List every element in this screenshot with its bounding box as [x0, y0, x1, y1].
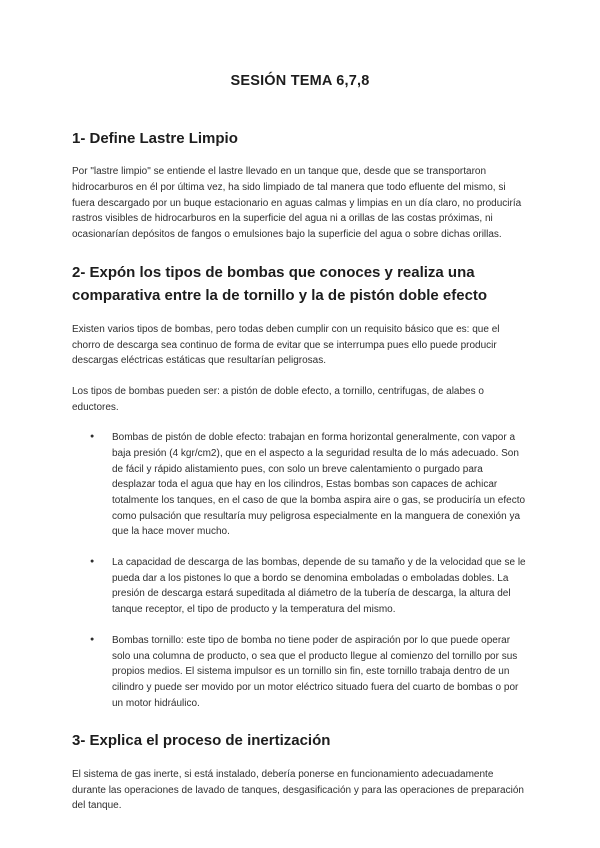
section-2-paragraph-1: Existen varios tipos de bombas, pero todas deben cumplir con un requisito básico que es: que el chorro de descarga sea continuo de forma de evitar que se interrumpa pues ello puede producir descargas eléctricas estáticas que resultarían peligrosas. — [72, 323, 500, 367]
section-1-paragraph: Por "lastre limpio" se entiende el lastre llevado en un tanque que, desde que se transportaron hidrocarburos en él por última vez, ha sido limpiado de tal manera que todo efluente del mismo, si fuera descargado por un buque estacionario en aguas calmas y limpias en un día claro, no produciría rastros visibles de hidrocarburos en la superficie del agua ni a orillas de las costas próximas, ni ocasionarían depósitos de fangos o emulsiones bajo la superficie del agua o sobre dichas orillas. — [72, 166, 522, 241]
bullet-item-piston-pump: ● Bombas de pistón de doble efecto: trabajan en forma horizontal generalmente, con vapor a baja presión (4 kgr/cm2), que en el aspecto a la seguridad resulta de lo más adecuado. Son de fácil y rápido alistamiento pues, con solo un breve calentamiento o purgado para desplazar toda el agua que hay en los cilindros, Estas bombas son capaces de achicar totalmente los tanques, en el caso de que la bomba aspira aire o gas, se produciría un efecto como pulsación que resultaría muy peligrosa especialmente en la manguera de conexión ya que la hace mover mucho. — [90, 430, 528, 540]
page-title: SESIÓN TEMA 6,7,8 — [230, 73, 370, 89]
section-2-heading: 2- Expón los tipos de bombas que conoces y realiza una comparativa entre la de tornillo y la de pistón doble efecto — [72, 263, 488, 305]
pump-types-bullet-list — [72, 430, 528, 711]
bullet-item-screw-pump: ● Bombas tornillo: este tipo de bomba no tiene poder de aspiración por lo que puede operar solo una columna de producto, o sea que el producto llegue al comienzo del tornillo por sus propios medios. El sistema impulsor es un tornillo sin fin, este tornillo trabaja dentro de un cilindro y puede ser movido por un motor eléctrico situado fuera del cuarto de bombas o por un motor hidráulico. — [90, 633, 528, 711]
section-1-heading: 1- Define Lastre Limpio — [72, 129, 238, 147]
bullet-item-discharge-capacity: ● La capacidad de descarga de las bombas, depende de su tamaño y de la velocidad que se le pueda dar a los pistones lo que a bordo se denomina emboladas o emboladas dobles. La presión de descarga estará supeditada al diámetro de la tubería de descarga, la altura del tanque receptor, el tipo de producto y la temperatura del mismo. — [90, 555, 528, 618]
section-3-heading: 3- Explica el proceso de inertización — [72, 732, 331, 750]
section-3-paragraph: El sistema de gas inerte, si está instalado, debería ponerse en funcionamiento adecuadamente durante las operaciones de lavado de tanques, desgasificación y para las operaciones de preparación del tanque. — [72, 768, 524, 812]
section-2-paragraph-2: Los tipos de bombas pueden ser: a pistón de doble efecto, a tornillo, centrifugas, de alabes o eductores. — [72, 385, 484, 413]
